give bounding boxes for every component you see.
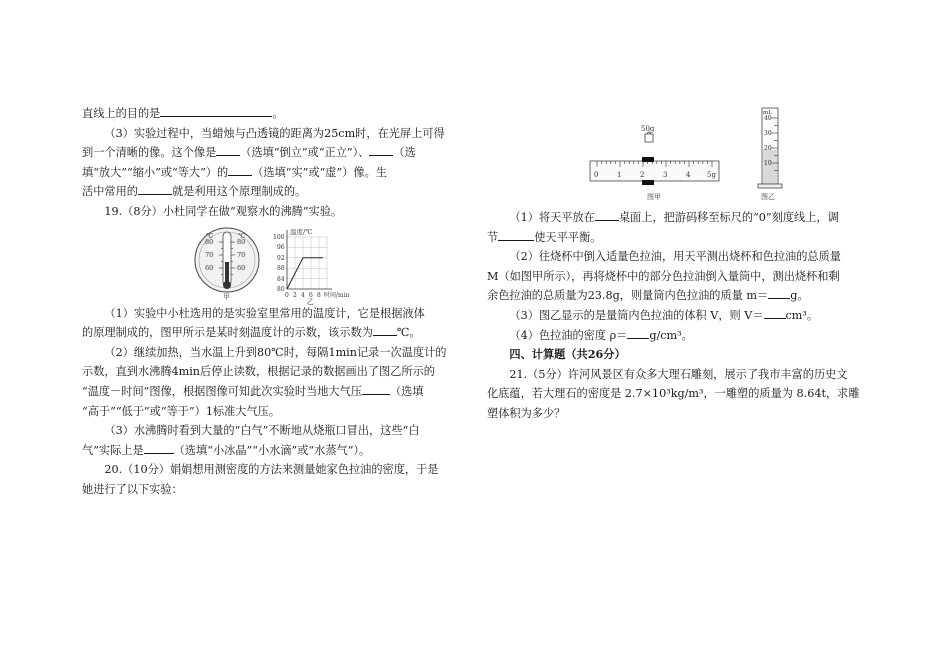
thermo-tick: 70 [237,250,246,259]
thermo-tick: 60 [205,263,214,272]
q21-line2: 化底蕴，若大理石的密度是 2.7×10³kg/m³，一雕塑的质量为 8.64t，求雕 [487,387,860,401]
q19-3-line1: （3）水沸腾时看到大量的“白气”不断地从烧瓶口冒出，这些“白 [104,424,420,438]
figure-label-yi: 图乙 [761,193,775,201]
q20-1-line1: （1）将天平放在 桌面上，把游码移至标尺的“0”刻度线上，调 [487,208,870,228]
graph-x-tick: 2 [293,291,297,299]
answer-blank[interactable] [373,323,397,336]
answer-blank[interactable] [138,182,172,195]
cylinder-tick: 30 [764,130,772,137]
q19-2-line3: “温度－时间”图像，根据图像可知此次实验时当地大气压 （选填 [82,382,464,402]
thermo-tick: 70 [205,250,214,259]
weight-label: 50g [641,125,655,133]
answer-blank[interactable] [160,104,272,117]
q18-3-line3: 填“放大”“缩小”或“等大”）的 （选填“实”或“虚”）像。生 [82,163,464,183]
graph-y-label: 温度/℃ [290,227,313,236]
thermometer-diagram [195,228,259,301]
q20-2-line1: （2）往烧杯中倒入适量色拉油，用天平测出烧杯和色拉油的总质量 [509,250,841,264]
weight-icon [645,134,653,142]
temperature-time-graph [273,227,350,306]
cylinder-tick: 10 [764,160,772,167]
q19-3-line2: 气”实际上是 （选填“小冰晶”“小水滴”或“水蒸气”）。 [82,441,464,461]
answer-blank[interactable] [369,143,393,156]
thermo-tick: 60 [237,263,246,272]
graph-x-tick: 6 [309,291,313,299]
graph-x-label: 时间/min [324,291,350,299]
thermo-unit-right: ℃ [238,231,246,240]
q19-2-line4: “高于”“低于”或“等于”）1标准大气压。 [82,404,281,418]
answer-blank[interactable] [764,306,786,319]
q19-title: 19.（8分）小杜同学在做“观察水的沸腾”实验。 [104,204,343,218]
q20-3: （3）图乙显示的是量筒内色拉油的体积 V，则 V＝ cm³。 [487,306,870,326]
answer-blank[interactable] [362,382,390,395]
graduated-cylinder-diagram [758,108,782,201]
left-column [82,104,464,500]
q20-4: （4）色拉油的密度 ρ＝ g/cm³。 [487,326,870,346]
ruler-tick: 1 [617,171,622,179]
q18-2-tail: 直线上的目的是 。 [82,104,464,124]
q20-1-line2: 节 使天平平衡。 [487,228,870,248]
thermo-tick: 80 [237,237,246,246]
q21-line1: 21.（5分）许河风景区有众多大理石雕刻，展示了我市丰富的历史文 [509,367,848,381]
graph-x-tick: 0 [285,291,289,299]
q19-2-line1: （2）继续加热，当水温上升到80℃时，每隔1min记录一次温度计的 [104,345,447,359]
answer-blank[interactable] [498,228,534,241]
figure-label-jia: 甲 [223,292,230,301]
ruler-tick: 4 [686,171,691,179]
graph-y-tick: 80 [277,285,285,293]
q19-2-line2: 示数，直到水沸腾4min后停止读数，根据记录的数据画出了图乙所示的 [82,365,435,379]
answer-blank[interactable] [627,326,649,339]
q19-1-line2: 的原理制成的，图甲所示是某时刻温度计的示数，该示数为 ℃。 [82,323,464,343]
graph-y-tick: 100 [273,233,285,241]
ruler-tick: 5g [707,171,716,179]
ruler-tick: 2 [640,171,645,179]
graph-y-tick: 84 [277,275,285,283]
thermo-unit-left: ℃ [206,231,214,240]
q20-figure [487,104,870,206]
figure-label-jia: 图甲 [647,193,661,201]
q20-figure-svg [487,104,870,206]
right-column [487,104,870,424]
graph-y-tick: 96 [277,243,285,251]
section-4-heading: 四、计算题（共26分） [509,347,626,362]
rider-icon [642,157,654,162]
graph-x-tick: 4 [301,291,305,299]
q21-line3: 塑体积为多少？ [487,406,566,420]
q18-3-line4: 活中常用的 就是利用这个原理制成的。 [82,182,464,202]
answer-blank[interactable] [595,208,619,221]
answer-blank[interactable] [144,441,174,454]
q20-2-line2: M（如图甲所示），再将烧杯中的部分色拉油倒入量筒中，测出烧杯和剩 [487,269,840,283]
ruler-tick: 3 [663,171,668,179]
q19-figure-svg [82,224,464,306]
answer-blank[interactable] [216,143,240,156]
graph-y-tick: 88 [277,264,285,272]
q19-figure [82,224,464,306]
graph-x-tick: 8 [317,291,321,299]
q18-3-line1: （3）实验过程中，当蜡烛与凸透镜的距离为25cm时，在光屏上可得 [104,126,445,140]
q19-1-line1: （1）实验中小杜选用的是实验室里常用的温度计，它是根据液体 [104,306,425,320]
answer-blank[interactable] [768,286,790,299]
graph-y-tick: 92 [277,254,285,262]
q20-title-line1: 20.（10分）娟娟想用测密度的方法来测量她家色拉油的密度，于是 [104,463,439,477]
q20-2-line3: 余色拉油的总质量为23.8g，则量筒内色拉油的质量 m＝ g。 [487,286,870,306]
cylinder-tick: 40 [764,115,772,122]
q18-3-line2: 到一个清晰的像。这个像是 （选填“倒立”或“正立”）、 （选 [82,143,464,163]
figure-label-yi: 乙 [307,297,314,306]
q20-title-line2: 她进行了以下实验： [82,482,183,496]
balance-ruler-diagram [590,125,719,201]
thermo-tick: 80 [205,237,214,246]
cylinder-tick: 20 [764,145,772,152]
cylinder-unit: mL [763,110,772,116]
ruler-tick: 0 [594,171,599,179]
answer-blank[interactable] [228,163,252,176]
